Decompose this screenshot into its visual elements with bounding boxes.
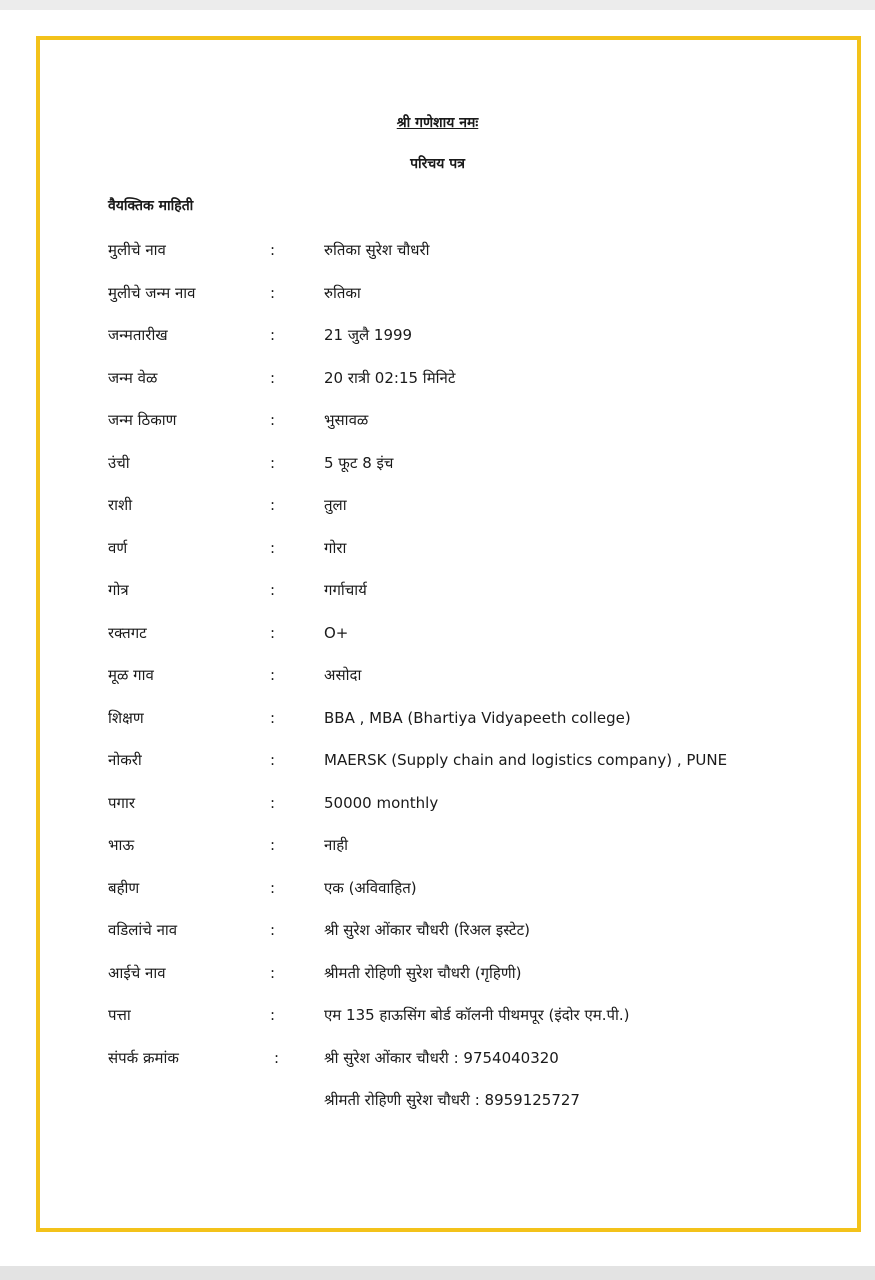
detail-row-education [0,697,875,740]
detail-separator: : [270,878,276,897]
detail-separator: : [270,581,276,599]
detail-separator: : [270,368,276,387]
detail-row-father-name [0,909,875,952]
detail-label: उंची [108,453,130,472]
detail-value: भुसावळ [324,411,369,429]
detail-label: रक्तगट [108,623,147,642]
detail-label: आईचे नाव [108,963,166,982]
detail-separator: : [270,963,276,982]
detail-label: राशी [108,496,133,514]
detail-separator: : [270,453,276,472]
detail-separator: : [270,326,276,344]
detail-row-rashi [0,484,875,527]
detail-row-brother [0,824,875,867]
detail-value: गर्गाचार्य [324,581,367,599]
detail-value: गोरा [324,538,347,557]
detail-value: एम 135 हाऊसिंग बोर्ड कॉलनी पीथमपूर (इंदोर एम.पी.) [324,1006,630,1024]
detail-separator: : [270,1006,276,1024]
detail-row-contact [0,1037,875,1080]
details-list [0,229,875,1122]
section-heading: वैयक्तिक माहिती [108,198,194,214]
detail-value: O+ [324,623,349,642]
detail-value: श्री सुरेश ओंकार चौधरी (रिअल इस्टेट) [324,921,531,939]
detail-row-birth-name [0,272,875,315]
detail-label: भाऊ [108,836,135,854]
detail-label: पगार [108,793,135,812]
bottom-strip [0,1266,875,1280]
detail-separator: : [270,751,276,769]
detail-value: 20 रात्री 02:15 मिनिटे [324,368,456,387]
detail-value: 5 फूट 8 इंच [324,453,394,472]
detail-label: जन्म वेळ [108,368,158,387]
detail-label: मूळ गाव [108,666,154,684]
detail-value: एक (अविवाहित) [324,878,417,897]
detail-separator: : [270,921,276,939]
detail-row-native-village [0,654,875,697]
detail-value: 21 जुलै 1999 [324,326,413,344]
detail-row-address [0,994,875,1037]
detail-value: BBA , MBA (Bhartiya Vidyapeeth college) [324,708,631,727]
detail-row-birth-date [0,314,875,357]
detail-label: वडिलांचे नाव [108,921,178,939]
detail-separator: : [270,411,276,429]
detail-row-sister [0,867,875,910]
detail-row-blood-group [0,612,875,655]
detail-value: रुतिका सुरेश चौधरी [324,241,430,259]
detail-row-name [0,229,875,272]
detail-separator: : [270,241,276,259]
detail-separator: : [270,708,276,727]
detail-value: 50000 monthly [324,793,439,812]
detail-separator: : [270,496,276,514]
detail-label: मुलीचे जन्म नाव [108,283,196,302]
contact-entry-father: श्री सुरेश ओंकार चौधरी : 9754040320 [324,1048,559,1067]
detail-separator: : [270,666,276,684]
detail-row-salary [0,782,875,825]
detail-row-complexion [0,527,875,570]
detail-separator: : [270,283,276,302]
detail-value: रुतिका [324,283,361,302]
detail-label: गोत्र [108,581,129,599]
detail-value: MAERSK (Supply chain and logistics company) , PUNE [324,751,728,769]
detail-label: मुलीचे नाव [108,241,166,259]
detail-row-contact-continued [0,1079,875,1122]
detail-row-birth-place [0,399,875,442]
detail-label: जन्मतारीख [108,326,168,344]
detail-row-height [0,442,875,485]
detail-label: जन्म ठिकाण [108,411,177,429]
detail-row-birth-time [0,357,875,400]
detail-separator: : [270,836,276,854]
detail-separator: : [274,1048,280,1067]
detail-separator: : [270,793,276,812]
detail-value: नाही [324,836,349,854]
detail-separator: : [270,623,276,642]
detail-label: बहीण [108,878,140,897]
top-strip [0,0,875,10]
detail-value: श्रीमती रोहिणी सुरेश चौधरी (गृहिणी) [324,963,522,982]
detail-label: पत्ता [108,1006,131,1024]
detail-label: शिक्षण [108,708,144,727]
detail-label: वर्ण [108,538,128,557]
detail-label: संपर्क क्रमांक [108,1048,179,1067]
detail-value: तुला [324,496,347,514]
document-title: श्री गणेशाय नमः [396,115,479,131]
document-subtitle: परिचय पत्र [410,156,465,172]
detail-row-gotra [0,569,875,612]
detail-value: असोदा [324,666,362,684]
contact-entry-mother: श्रीमती रोहिणी सुरेश चौधरी : 8959125727 [324,1091,580,1109]
detail-separator: : [270,538,276,557]
detail-label: नोकरी [108,751,142,769]
detail-row-mother-name [0,952,875,995]
detail-row-job [0,739,875,782]
